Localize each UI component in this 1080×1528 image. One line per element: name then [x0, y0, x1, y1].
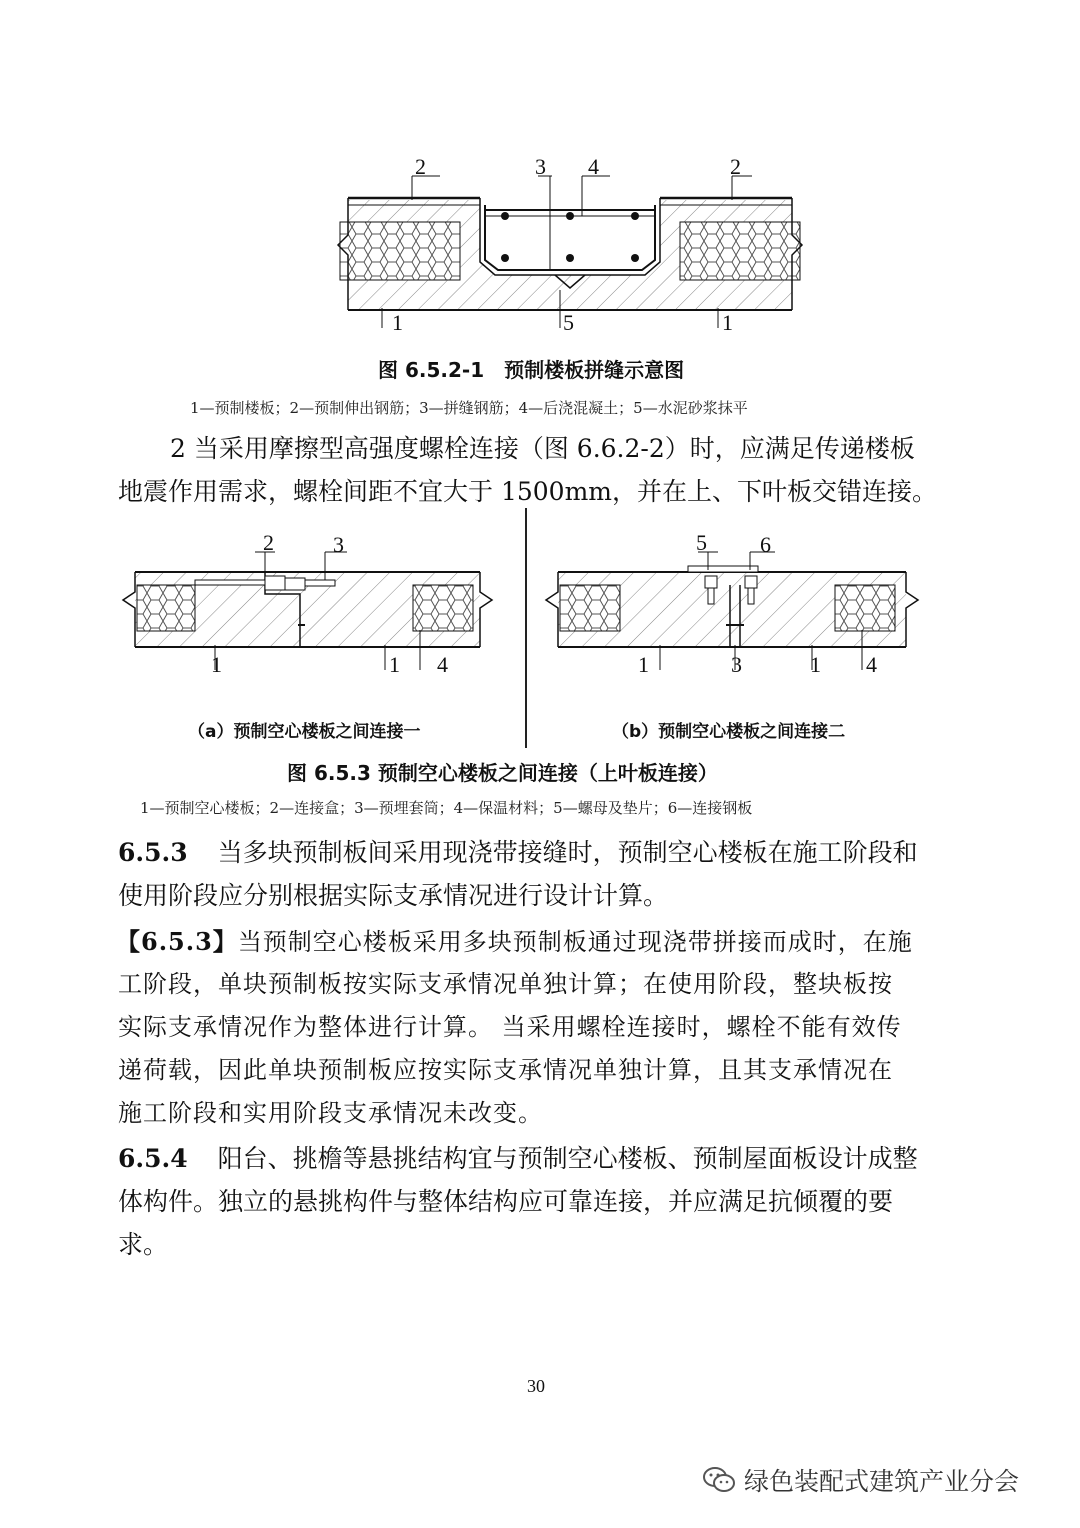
fig2a-label-3: 3: [333, 532, 344, 557]
fig2b-label-3: 3: [731, 652, 742, 677]
section-6-5-4-cont2: [118, 1180, 893, 1223]
section-6-5-4-line2: 体构件。独立的悬挑构件与整体结构应可靠连接，并应满足抗倾覆的要: [118, 1187, 894, 1216]
section-6-5-3-cont: [118, 874, 668, 917]
figure-6-5-2-1: [320, 150, 820, 340]
para-2: [170, 427, 915, 470]
section-6-5-4-number: 6.5.4: [118, 1144, 188, 1173]
figure1-title: 图 6.5.2-1 预制楼板拼缝示意图: [378, 358, 685, 382]
commentary-line5: 施工阶段和实用阶段支承情况未改变。: [118, 1099, 543, 1127]
watermark: [702, 1462, 1019, 1498]
fig1-label-4: 4: [588, 154, 599, 179]
fig2a-label-1-right: 1: [389, 652, 400, 677]
para-2-line2: 地震作用需求，螺栓间距不宜大于 1500mm，并在上、下叶板交错连接。: [118, 477, 937, 506]
figure-6-5-3-b: [540, 530, 930, 680]
section-6-5-4-line3: 求。: [118, 1230, 169, 1259]
commentary-tag: 【6.5.3】: [116, 927, 238, 956]
fig1-label-2-right: 2: [730, 154, 741, 179]
commentary-line2-wrap: [118, 963, 893, 1006]
section-6-5-4: [118, 1137, 918, 1180]
section-6-5-4-cont3: [118, 1223, 168, 1266]
fig2b-label-4: 4: [866, 652, 877, 677]
commentary-line1: 当预制空心楼板采用多块预制板通过现浇带拼接而成时，在施: [237, 928, 913, 956]
fig2b-label-5: 5: [696, 530, 707, 555]
section-6-5-4-line1: 阳台、挑檐等悬挑结构宜与预制空心楼板、预制屋面板设计成整: [217, 1144, 918, 1173]
commentary-line3-wrap: [118, 1006, 902, 1049]
fig1-label-2-left: 2: [415, 154, 426, 179]
commentary-line5-wrap: [118, 1092, 543, 1135]
figure2-divider: [525, 508, 527, 748]
commentary-line4: 递荷载，因此单块预制板应按实际支承情况单独计算，且其支承情况在: [118, 1056, 893, 1084]
fig2b-label-1-left: 1: [638, 652, 649, 677]
fig1-label-3: 3: [535, 154, 546, 179]
section-6-5-3-line2: 使用阶段应分别根据实际支承情况进行设计计算。: [118, 881, 669, 910]
fig2b-label-1-right: 1: [810, 652, 821, 677]
commentary-line2: 工阶段，单块预制板按实际支承情况单独计算；在使用阶段，整块板按: [118, 970, 893, 998]
fig2a-label-1-left: 1: [211, 652, 222, 677]
section-6-5-3-line1: 当多块预制板间采用现浇带接缝时，预制空心楼板在施工阶段和: [217, 838, 918, 867]
figure2-legend: 1—预制空心楼板；2—连接盒；3—预埋套筒；4—保温材料；5—螺母及垫片；6—连接钢板: [140, 799, 753, 817]
commentary-line4-wrap: [118, 1049, 893, 1092]
commentary-line3: 实际支承情况作为整体进行计算。 当采用螺栓连接时，螺栓不能有效传: [118, 1013, 902, 1041]
fig1-label-5: 5: [563, 310, 574, 335]
watermark-text: 绿色装配式建筑产业分会: [744, 1467, 1020, 1496]
fig2a-label-4: 4: [437, 652, 448, 677]
figure2-caption-b: （b）预制空心楼板之间连接二: [612, 722, 846, 742]
figure2-title: 图 6.5.3 预制空心楼板之间连接（上叶板连接）: [287, 761, 718, 785]
wechat-icon: [702, 1465, 736, 1495]
section-6-5-3: [118, 831, 918, 874]
figure1-legend: 1—预制楼板；2—预制伸出钢筋；3—拼缝钢筋；4—后浇混凝土；5—水泥砂浆抹平: [190, 399, 748, 417]
commentary-6-5-3: [116, 920, 913, 964]
figure-6-5-3-a: [115, 530, 500, 680]
figure2-caption-a: （a）预制空心楼板之间连接一: [188, 722, 421, 742]
fig1-label-1-right: 1: [722, 310, 733, 335]
fig2b-label-6: 6: [760, 532, 771, 557]
para-2-line1: 2 当采用摩擦型高强度螺栓连接（图 6.6.2-2）时，应满足传递楼板: [170, 434, 915, 463]
section-6-5-3-number: 6.5.3: [118, 838, 188, 867]
para-2-cont: [118, 470, 937, 513]
page-number: 30: [527, 1376, 545, 1396]
fig1-label-1-left: 1: [392, 310, 403, 335]
fig2a-label-2: 2: [263, 530, 274, 555]
